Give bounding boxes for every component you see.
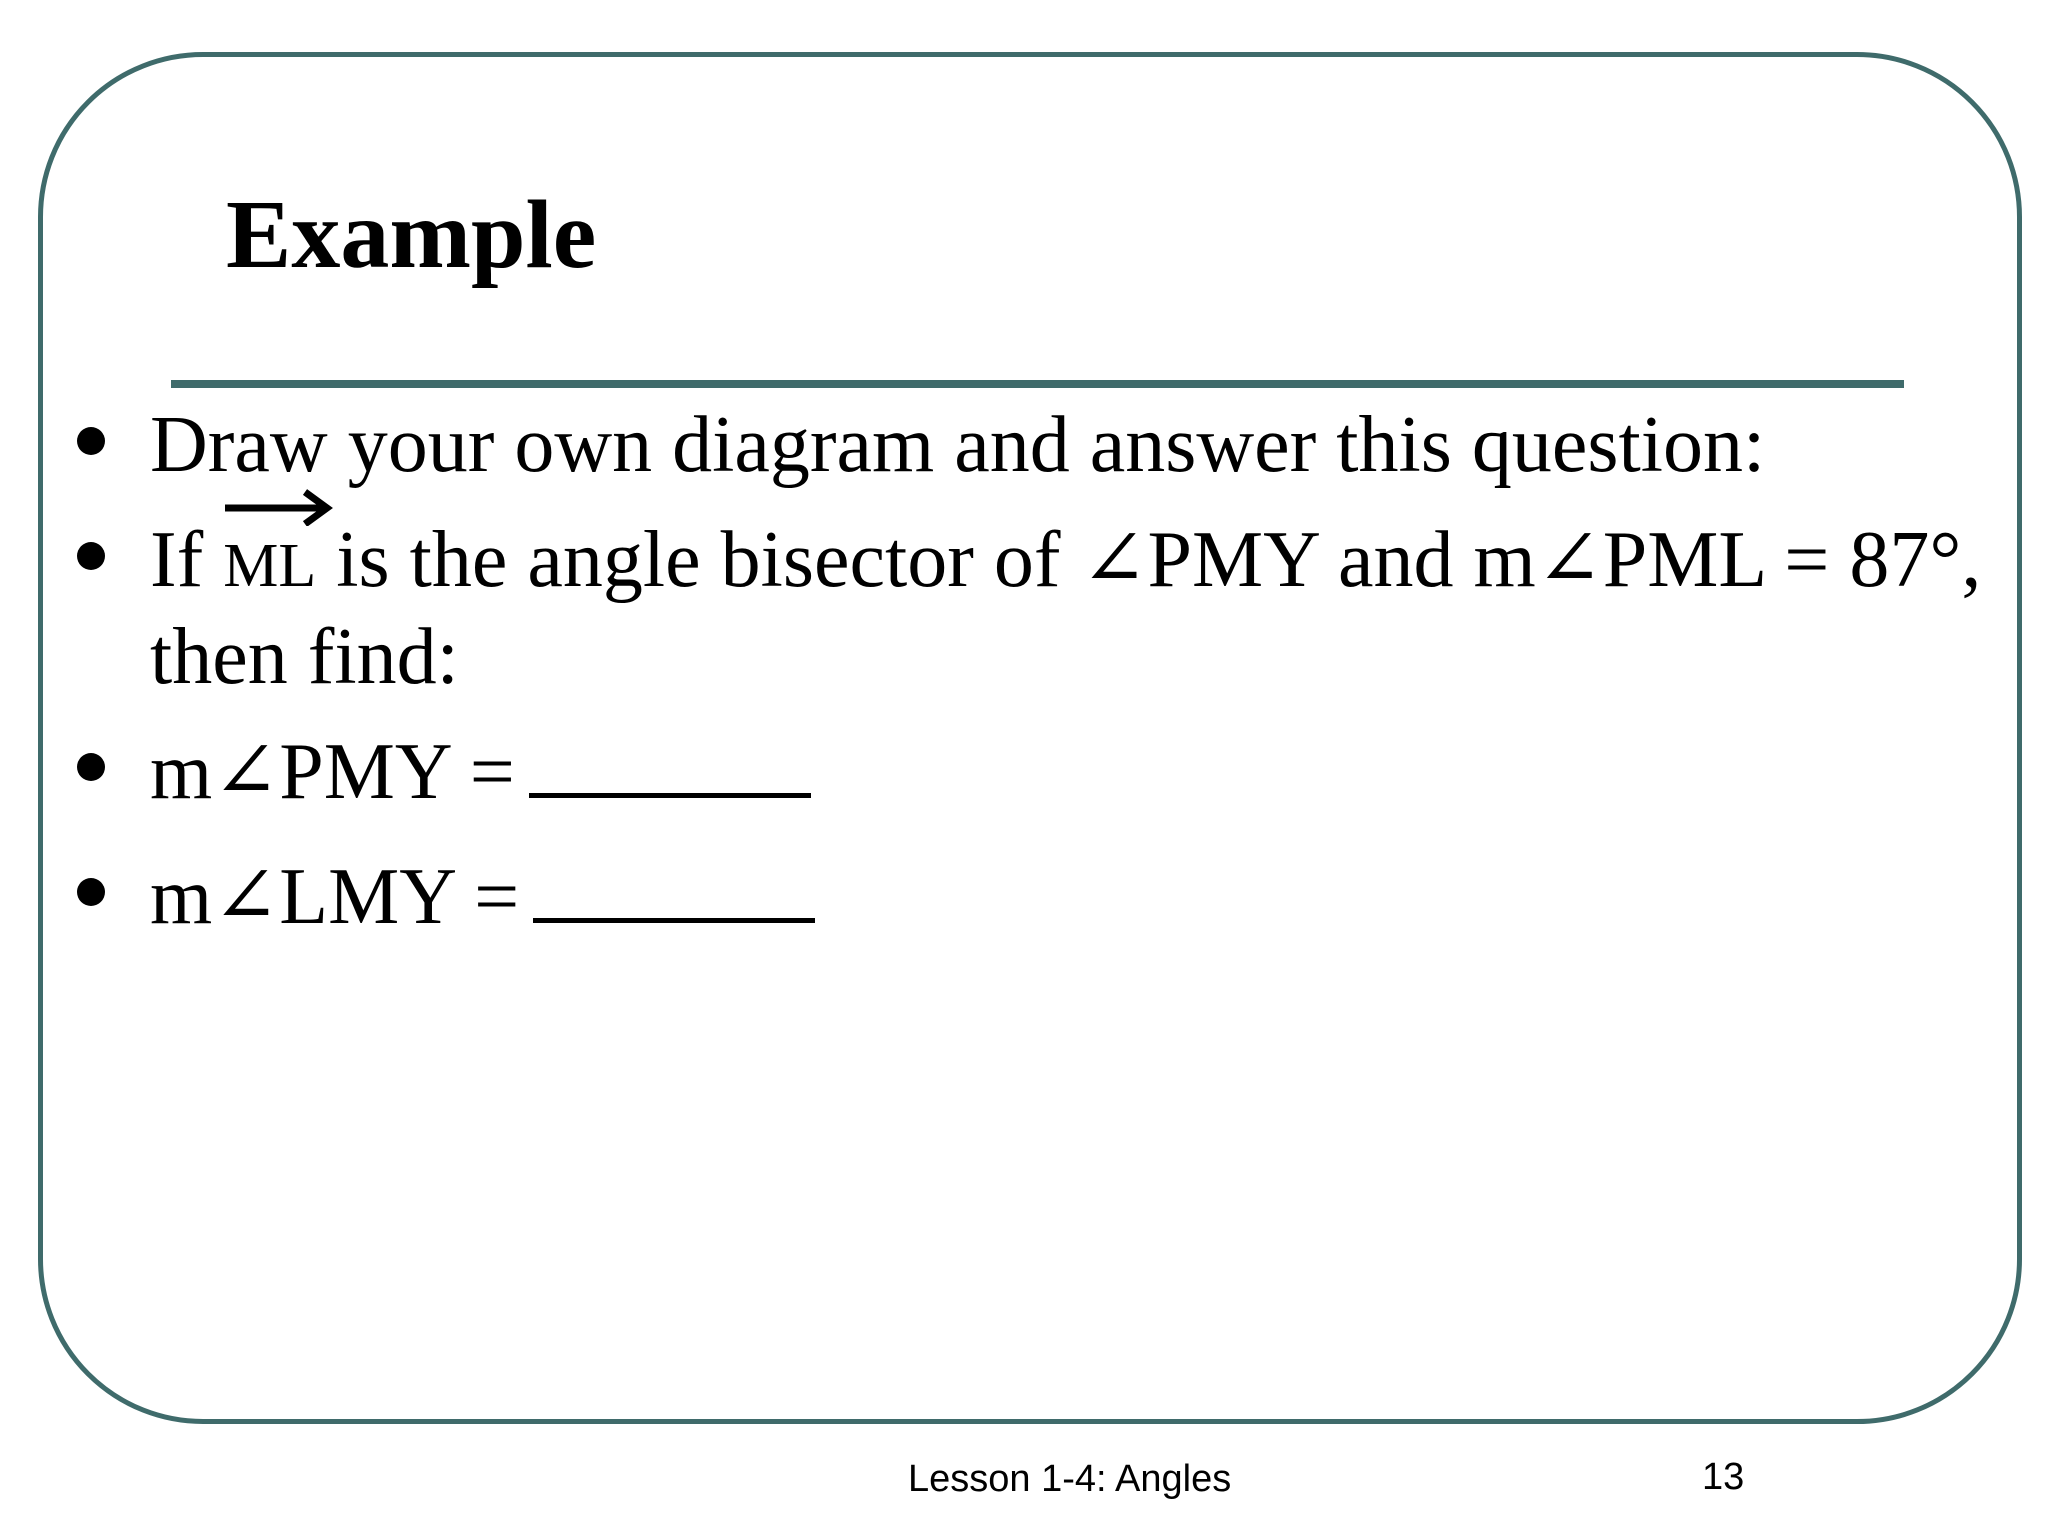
bullet-text [150, 516, 1982, 604]
answer-blank[interactable] [529, 731, 811, 798]
bullet-text [150, 728, 811, 816]
ray-label: ML [223, 532, 317, 600]
bullet-continuation: then find: [150, 613, 459, 701]
bullet-text: Draw your own diagram and answer this question: [150, 401, 1766, 489]
bullet-dot-icon [77, 878, 105, 906]
title-divider [171, 380, 1904, 388]
bullet-suffix: is the angle bisector of ∠PMY and m∠PML = 87°, [336, 516, 1982, 604]
bullet-dot-icon [77, 753, 105, 781]
footer-lesson-title: Lesson 1-4: Angles [908, 1458, 1232, 1500]
bullet-text [150, 853, 815, 941]
ray-notation [223, 520, 316, 600]
bullet-dot-icon [77, 427, 105, 455]
answer-blank[interactable] [533, 856, 815, 923]
question-text: m∠PMY = [150, 728, 515, 816]
bullet-dot-icon [77, 542, 105, 570]
question-text: m∠LMY = [150, 853, 520, 941]
ray-arrow-icon [223, 486, 335, 526]
footer-page-number: 13 [1702, 1456, 1745, 1498]
slide-title: Example [226, 181, 597, 289]
bullet-prefix: If [150, 516, 204, 604]
